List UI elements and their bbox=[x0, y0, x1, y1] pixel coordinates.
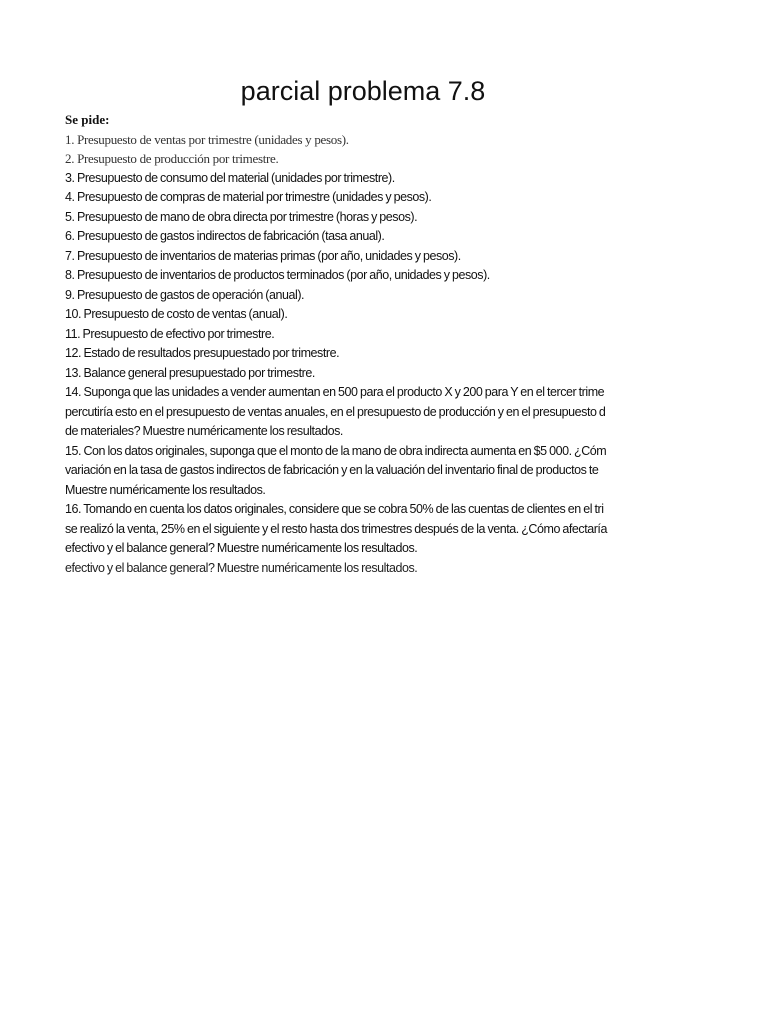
list-item-16-line-2: se realizó la venta, 25% en el siguiente y el resto hasta dos trimestres después de la venta. ¿Cómo afectaría bbox=[65, 521, 607, 536]
list-item-10: 10. Presupuesto de costo de ventas (anual). bbox=[65, 307, 288, 321]
list-item-16-line-4: efectivo y el balance general? Muestre numéricamente los resultados. bbox=[65, 560, 418, 575]
list-item-11: 11. Presupuesto de efectivo por trimestre. bbox=[65, 326, 275, 341]
list-item-3: 3. Presupuesto de consumo del material (unidades por trimestre). bbox=[65, 170, 395, 185]
list-item-14-line-3: de materiales? Muestre numéricamente los resultados. bbox=[65, 424, 343, 438]
list-item-15-line-1: 15. Con los datos originales, suponga que el monto de la mano de obra indirecta aumenta en $5 000. ¿Cóm bbox=[65, 443, 607, 458]
list-item-2: 2. Presupuesto de producción por trimestre. bbox=[65, 151, 279, 166]
list-item-15-line-2: variación en la tasa de gastos indirectos de fabricación y en la valuación del inventario final de productos te bbox=[65, 463, 599, 477]
list-item-16-line-3: efectivo y el balance general? Muestre numéricamente los resultados. bbox=[65, 541, 418, 555]
list-item-4: 4. Presupuesto de compras de material por trimestre (unidades y pesos). bbox=[65, 190, 432, 204]
list-item-9: 9. Presupuesto de gastos de operación (anual). bbox=[65, 287, 305, 302]
list-item-1: 1. Presupuesto de ventas por trimestre (unidades y pesos). bbox=[65, 131, 349, 147]
section-heading: Se pide: bbox=[65, 112, 110, 127]
list-item-16-line-1: 16. Tomando en cuenta los datos originales, considere que se cobra 50% de las cuentas de clientes en el tri bbox=[65, 502, 604, 516]
list-item-15-line-3: Muestre numéricamente los resultados. bbox=[65, 482, 266, 497]
list-item-6: 6. Presupuesto de gastos indirectos de fabricación (tasa anual). bbox=[65, 229, 385, 243]
list-item-13: 13. Balance general presupuestado por trimestre. bbox=[65, 365, 315, 380]
document-body bbox=[65, 110, 668, 578]
list-item-14-line-1: 14. Suponga que las unidades a vender aumentan en 500 para el producto X y 200 para Y en el tercer trime bbox=[65, 385, 605, 399]
list-item-8: 8. Presupuesto de inventarios de productos terminados (por año, unidades y pesos). bbox=[65, 268, 490, 282]
list-item-14-line-2: percutiría esto en el presupuesto de ventas anuales, en el presupuesto de producción y en el presupuesto d bbox=[65, 404, 606, 419]
list-item-12: 12. Estado de resultados presupuestado por trimestre. bbox=[65, 346, 340, 360]
list-item-5: 5. Presupuesto de mano de obra directa por trimestre (horas y pesos). bbox=[65, 209, 418, 224]
list-item-7: 7. Presupuesto de inventarios de materias primas (por año, unidades y pesos). bbox=[65, 248, 461, 263]
document-title: parcial problema 7.8 bbox=[240, 76, 486, 106]
